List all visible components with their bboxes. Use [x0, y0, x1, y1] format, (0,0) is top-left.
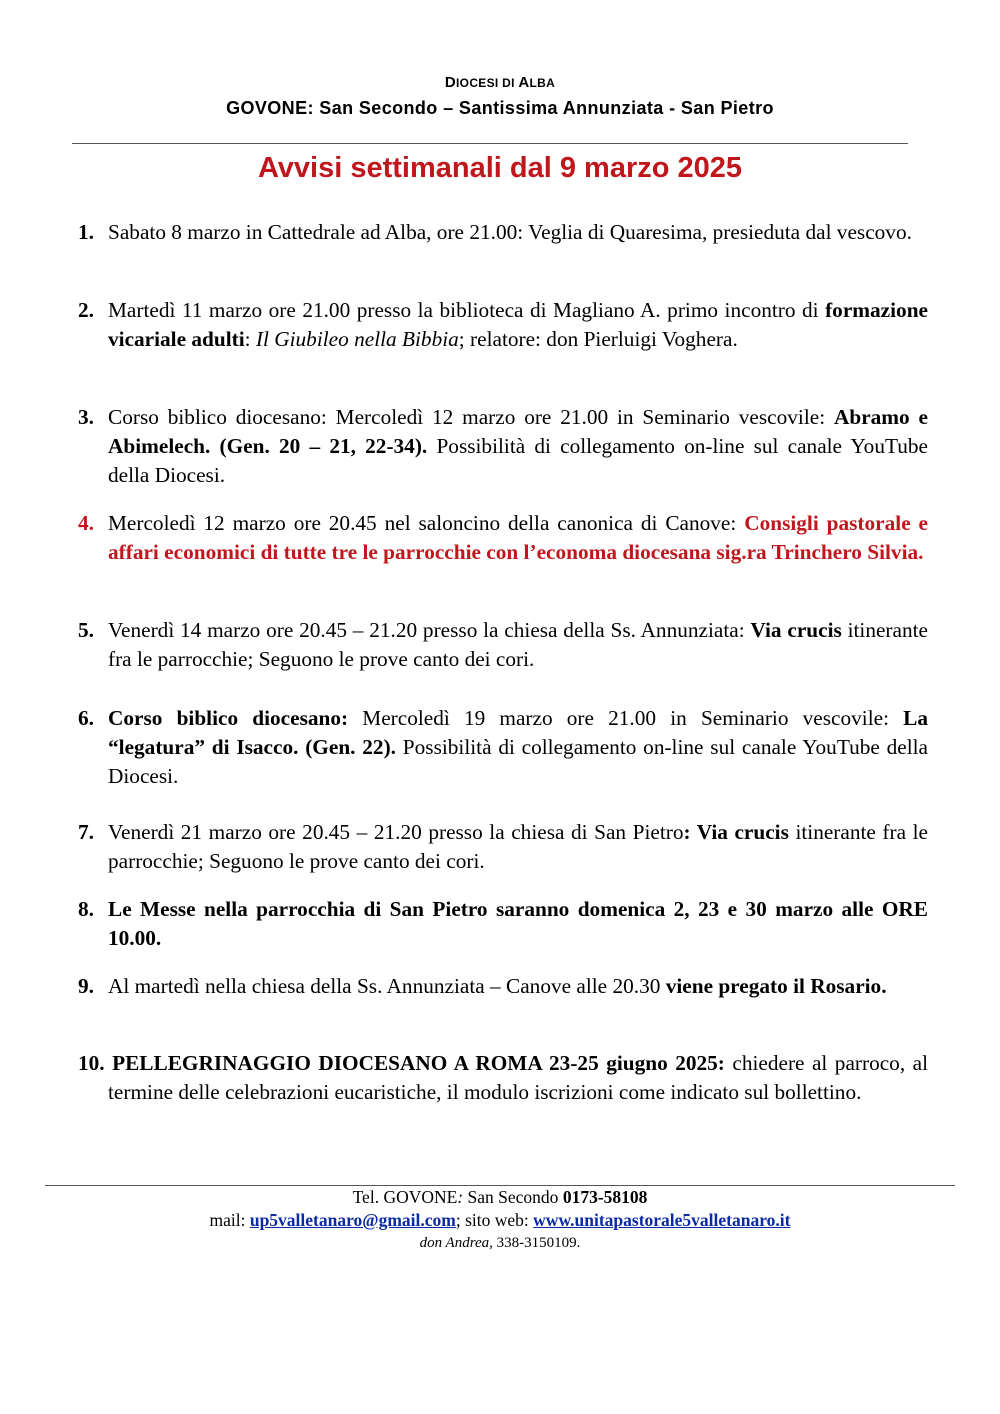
notice-number: 10. — [78, 1051, 105, 1075]
notice-text: Le Messe nella parrocchia di San Pietro saranno domenica 2, 23 e 30 marzo alle ORE 10.00. — [108, 897, 928, 950]
notice-text: Venerdì 14 marzo ore 20.45 – 21.20 presso la chiesa della Ss. Annunziata: Via crucis itinerante fra le parrocchie; Seguono le prove canto dei cori. — [108, 618, 928, 671]
notice-text: Mercoledì 12 marzo ore 20.45 nel saloncino della canonica di Canove: Consigli pastorale e affari economici di tutte tre le parrocchie con l’economa diocesana sig.ra Trinchero Silvia. — [108, 511, 928, 564]
footer-priest-line: don Andrea, 338-3150109. — [419, 1235, 581, 1251]
website-link[interactable]: www.unitapastorale5valletanaro.it — [533, 1210, 791, 1230]
notice-item-3 — [78, 403, 928, 490]
notice-text: Martedì 11 marzo ore 21.00 presso la biblioteca di Magliano A. primo incontro di formazione vicariale adulti: Il Giubileo nella Bibbia; relatore: don Pierluigi Voghera. — [108, 298, 928, 351]
notice-number: 8. — [78, 897, 94, 921]
phone-number: 0173-58108 — [562, 1187, 648, 1207]
diocese-initial-a: A — [518, 74, 530, 91]
notice-number: 9. — [78, 974, 94, 998]
notice-number: 4. — [78, 511, 94, 535]
notice-number: 5. — [78, 618, 94, 642]
notice-item-4 — [78, 509, 928, 567]
notice-text: Al martedì nella chiesa della Ss. Annunziata – Canove alle 20.30 viene pregato il Rosario. — [108, 974, 887, 998]
diocese-initial-d: D — [444, 74, 457, 91]
notice-text: Corso biblico diocesano: Mercoledì 12 marzo ore 21.00 in Seminario vescovile: Abramo e Abimelech. (Gen. 20 – 21, 22-34). Possibilità di collegamento on-line sul canale YouTube della Diocesi. — [108, 405, 928, 487]
footer-phone-line: Tel. GOVONE: San Secondo 0173-58108 — [352, 1187, 648, 1207]
footer-divider — [45, 1185, 955, 1186]
notice-text: Venerdì 21 marzo ore 20.45 – 21.20 presso la chiesa di San Pietro: Via crucis itinerante fra le parrocchie; Seguono le prove canto dei cori. — [108, 820, 928, 873]
notice-number: 2. — [78, 298, 94, 322]
notice-number: 6. — [78, 706, 94, 730]
diocese-alba-word: LBA — [529, 76, 556, 90]
notice-item-1 — [78, 218, 928, 247]
notice-number: 7. — [78, 820, 94, 844]
notice-text: 10. PELLEGRINAGGIO DIOCESANO A ROMA 23-25 giugno 2025: chiedere al parroco, al termine delle celebrazioni eucaristiche, il modulo iscrizioni come indicato sul bollettino. — [78, 1051, 928, 1104]
notice-number: 3. — [78, 405, 94, 429]
email-link[interactable]: up5valletanaro@gmail.com — [249, 1210, 456, 1230]
notice-item-2 — [78, 296, 928, 354]
notice-text: Corso biblico diocesano: Mercoledì 19 marzo ore 21.00 in Seminario vescovile: La “legatura” di Isacco. (Gen. 22). Possibilità di collegamento on-line sul canale YouTube della Diocesi. — [108, 706, 929, 788]
header-divider — [72, 143, 908, 144]
notice-number: 1. — [78, 220, 94, 244]
footer-contact-line: mail: up5valletanaro@gmail.com; sito web: www.unitapastorale5valletanaro.it — [209, 1210, 791, 1230]
diocese-heading — [0, 74, 1000, 91]
page-title: Avvisi settimanali dal 9 marzo 2025 — [257, 152, 743, 184]
notice-item-7 — [78, 818, 928, 876]
diocese-word: IOCESI DI — [456, 76, 519, 90]
notice-item-6 — [78, 704, 928, 791]
notice-item-8 — [78, 895, 928, 953]
notice-item-9 — [78, 972, 928, 1001]
notice-text: Sabato 8 marzo in Cattedrale ad Alba, ore 21.00: Veglia di Quaresima, presieduta dal vescovo. — [108, 220, 912, 244]
notice-item-5 — [78, 616, 928, 674]
parishes-heading: GOVONE: San Secondo – Santissima Annunziata - San Pietro — [226, 98, 774, 118]
notice-item-10 — [78, 1049, 928, 1107]
